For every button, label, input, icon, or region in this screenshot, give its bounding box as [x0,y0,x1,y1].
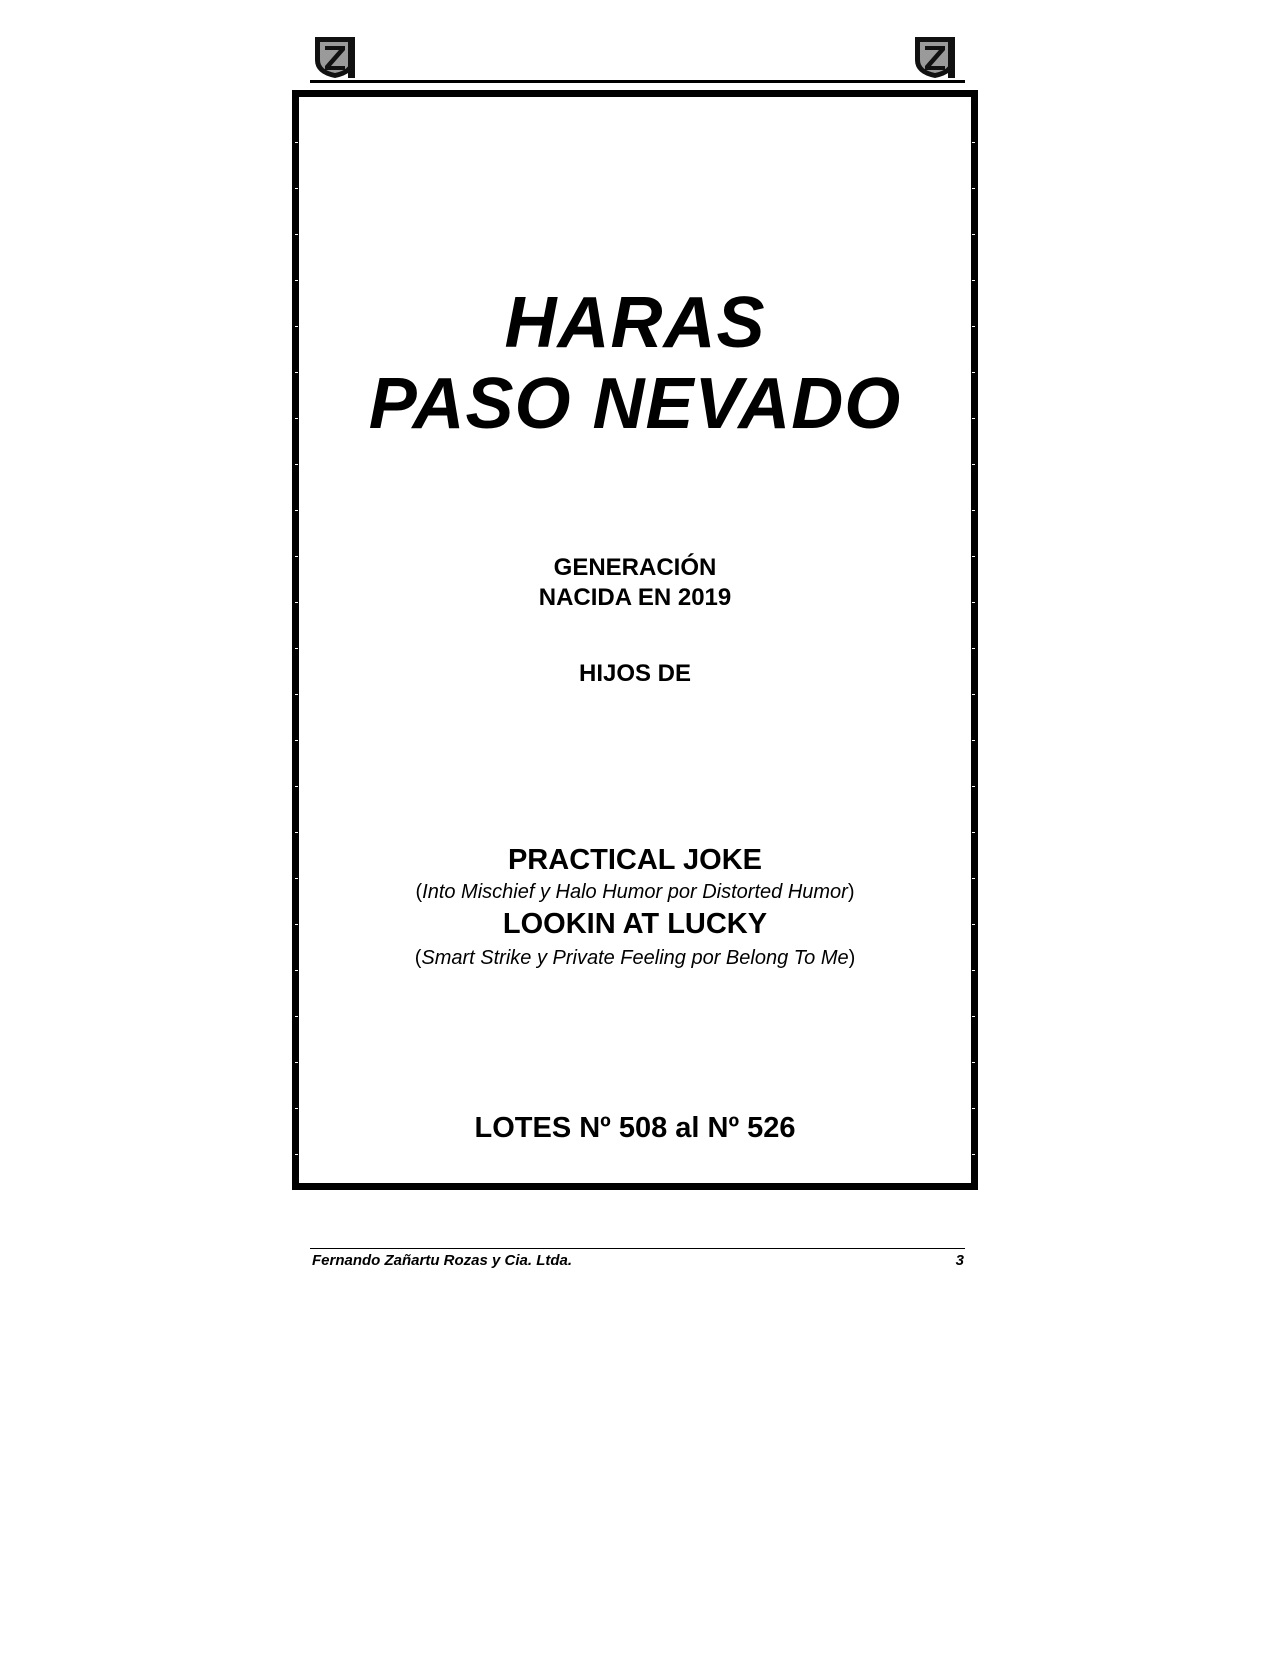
frame-tick [972,602,975,603]
frame-tick [295,418,298,419]
frame-tick [295,648,298,649]
footer-rule [310,1248,965,1249]
crest-icon [912,34,958,80]
frame-tick [295,510,298,511]
frame-tick [972,1154,975,1155]
frame-tick [972,1108,975,1109]
frame-tick [972,372,975,373]
offspring-label: HIJOS DE [578,660,692,687]
frame-tick [295,234,298,235]
page-number: 3 [955,1252,964,1269]
frame-tick [972,464,975,465]
header-rule [310,80,965,83]
frame-tick [295,372,298,373]
frame-tick [295,142,298,143]
frame-tick [295,188,298,189]
frame-tick [972,418,975,419]
frame-tick [295,602,298,603]
sire-pedigree-2: (Smart Strike y Private Feeling por Belong To Me) [414,947,856,969]
title-line-1: HARAS [504,283,766,363]
cover-frame [292,90,978,1190]
frame-tick [295,464,298,465]
frame-tick [972,280,975,281]
crest-icon [312,34,358,80]
frame-tick [295,786,298,787]
sire-name-2: LOOKIN AT LUCKY [502,908,768,940]
frame-tick [295,694,298,695]
frame-tick [972,786,975,787]
frame-tick [972,556,975,557]
frame-tick [972,648,975,649]
company-logo-left [312,34,358,80]
frame-tick [972,832,975,833]
sire-pedigree-1: (Into Mischief y Halo Humor por Distorted Humor) [415,881,855,903]
frame-tick [972,924,975,925]
footer-company: Fernando Zañartu Rozas y Cia. Ltda. [312,1252,573,1269]
frame-tick [295,878,298,879]
title-line-2: PASO NEVADO [368,364,902,444]
frame-tick [295,326,298,327]
frame-tick [972,1016,975,1017]
frame-tick [295,924,298,925]
frame-tick [972,234,975,235]
frame-tick [972,326,975,327]
frame-tick [972,878,975,879]
sire-name-1: PRACTICAL JOKE [507,844,763,876]
frame-tick [295,1062,298,1063]
generation-line-1: GENERACIÓN [553,554,717,581]
frame-tick [972,142,975,143]
frame-tick [295,1016,298,1017]
frame-tick [972,1062,975,1063]
frame-tick [295,832,298,833]
frame-ticks-left [295,97,298,1183]
frame-tick [972,740,975,741]
company-logo-right [912,34,958,80]
frame-tick [295,1108,298,1109]
frame-tick [972,188,975,189]
generation-line-2: NACIDA EN 2019 [538,584,732,611]
lots-range: LOTES Nº 508 al Nº 526 [474,1112,796,1144]
frame-tick [295,556,298,557]
frame-tick [972,694,975,695]
frame-ticks-right [972,97,975,1183]
frame-tick [972,970,975,971]
frame-tick [295,970,298,971]
frame-tick [295,1154,298,1155]
frame-tick [295,740,298,741]
frame-tick [972,510,975,511]
frame-tick [295,280,298,281]
